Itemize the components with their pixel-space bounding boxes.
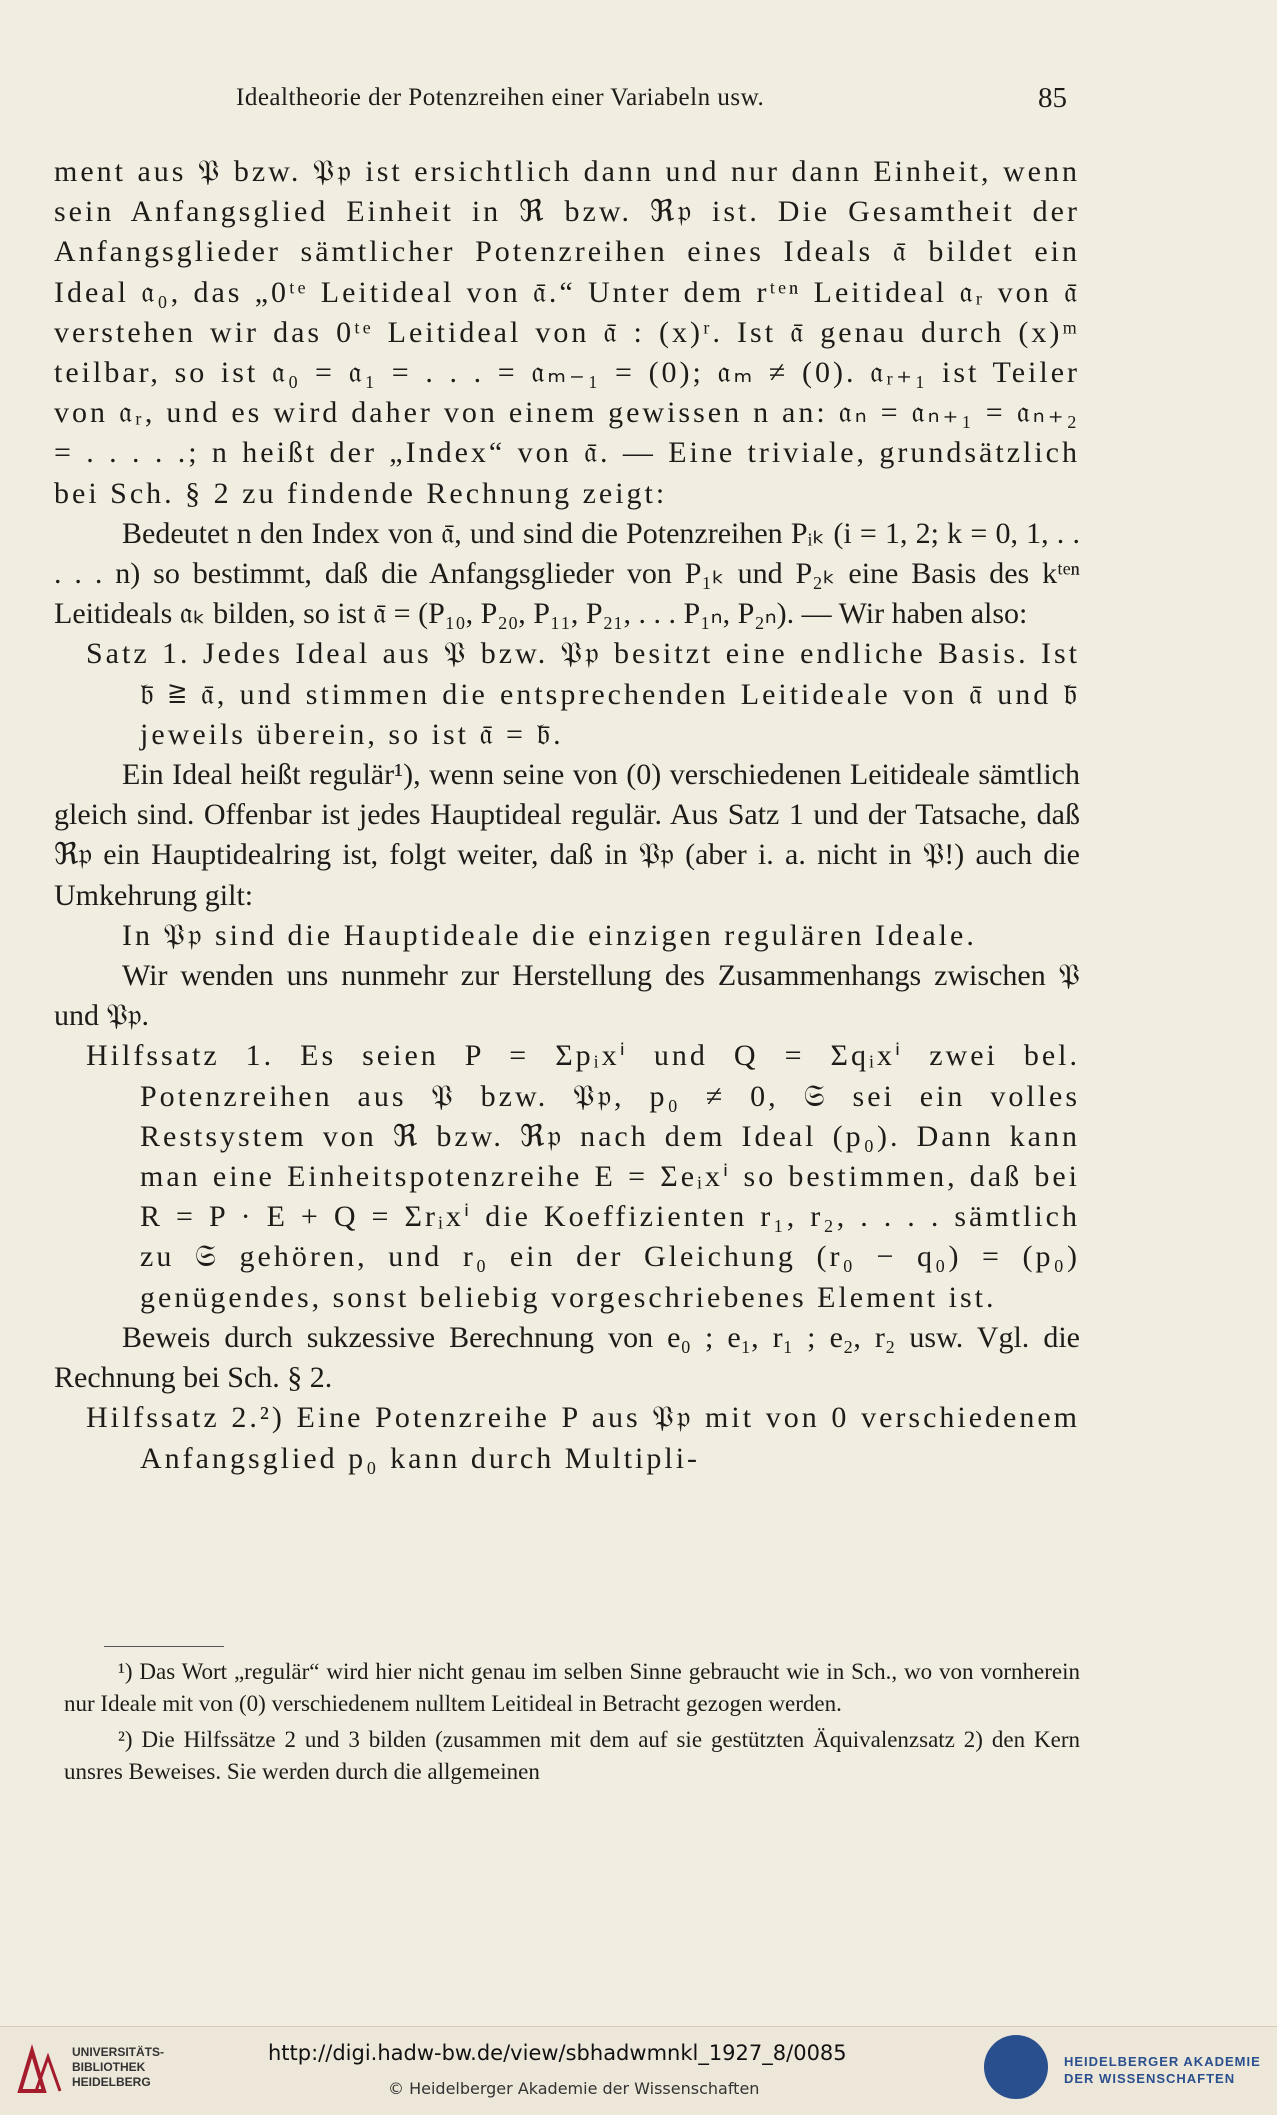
viewer-footer xyxy=(0,2026,1277,2115)
paragraph: Wir wenden uns nunmehr zur Herstellung des Zusammenhangs zwischen 𝔓 und 𝔓𝔭. xyxy=(54,959,1080,1033)
library-logo-icon xyxy=(14,2043,66,2099)
paragraph: Ein Ideal heißt regulär¹), wenn seine von (0) verschiedenen Leitideale sämtlich gleich sind. Offenbar ist jedes Hauptideal regulär. Aus Satz 1 und der Tatsache, daß ℜ𝔭 ein Hauptidealring ist, folgt weiter, daß in 𝔓𝔭 (aber i. a. nicht in 𝔓!) auch die Umkehrung gilt: xyxy=(54,758,1080,912)
emphasized-statement: In 𝔓𝔭 sind die Hauptideale die einzigen regulären Ideale. xyxy=(122,918,977,952)
running-head: Idealtheorie der Potenzreihen einer Variabeln usw. xyxy=(236,84,765,111)
lemma-hilfssatz-2: Hilfssatz 2.²) Eine Potenzreihe P aus 𝔓𝔭 mit von 0 verschiedenem Anfangsglied p₀ kann durch Multipli- xyxy=(86,1401,1080,1475)
page-header xyxy=(0,84,1277,124)
body-text xyxy=(54,152,1080,1479)
footnote: ²) Die Hilfssätze 2 und 3 bilden (zusammen mit dem auf sie gestützten Äquivalenzsatz 2) den Kern unsres Beweises. Sie werden durch die allgemeinen xyxy=(64,1727,1080,1784)
theorem-satz-1: Satz 1. Jedes Ideal aus 𝔓 bzw. 𝔓𝔭 besitzt eine endliche Basis. Ist 𝔟̄ ≧ 𝔞̄, und stimmen die entsprechenden Leitideale von 𝔞̄ und 𝔟̄ jeweils überein, so ist 𝔞̄ = 𝔟̄. xyxy=(86,637,1080,751)
footnote-rule xyxy=(104,1646,224,1647)
copyright-notice: © Heidelberger Akademie der Wissenschaften xyxy=(388,2079,760,2098)
university-library-logo[interactable] xyxy=(14,2039,164,2103)
page-number: 85 xyxy=(1038,82,1067,114)
paragraph: ment aus 𝔓 bzw. 𝔓𝔭 ist ersichtlich dann und nur dann Einheit, wenn sein Anfangsglied Einheit in ℜ bzw. ℜ𝔭 ist. Die Gesamtheit der Anfangsglieder sämtlicher Potenzreihen eines Ideals 𝔞̄ bildet ein Ideal 𝔞₀, das „0ᵗᵉ Leitideal von 𝔞̄.“ Unter dem rᵗᵉⁿ Leitideal 𝔞ᵣ von 𝔞̄ verstehen wir das 0ᵗᵉ Leitideal von 𝔞̄ : (x)ʳ. Ist 𝔞̄ genau durch (x)ᵐ teilbar, so ist 𝔞₀ = 𝔞₁ = . . . = 𝔞ₘ₋₁ = (0); 𝔞ₘ ≠ (0). 𝔞ᵣ₊₁ ist Teiler von 𝔞ᵣ, und es wird daher von einem gewissen n an: 𝔞ₙ = 𝔞ₙ₊₁ = 𝔞ₙ₊₂ = . . . . .; n heißt der „Index“ von 𝔞̄. — Eine triviale, grundsätzlich bei Sch. § 2 zu findende Rechnung zeigt: xyxy=(54,155,1080,510)
proof: Beweis durch sukzessive Berechnung von e₀ ; e₁, r₁ ; e₂, r₂ usw. Vgl. die Rechnung bei Sch. § 2. xyxy=(54,1320,1080,1395)
footnotes xyxy=(64,1656,1080,1792)
academy-seal-icon xyxy=(984,2035,1048,2099)
footnote: ¹) Das Wort „regulär“ wird hier nicht genau im selben Sinne gebraucht wie in Sch., wo von vornherein nur Ideale mit von (0) verschiedenem nulltem Leitideal in Betracht gezogen werden. xyxy=(64,1659,1080,1716)
academy-logo[interactable] xyxy=(984,2035,1269,2107)
lemma-hilfssatz-1: Hilfssatz 1. Es seien P = Σpᵢxⁱ und Q = Σqᵢxⁱ zwei bel. Potenzreihen aus 𝔓 bzw. 𝔓𝔭, p₀ ≠ 0, 𝔖 sei ein volles Restsystem von ℜ bzw. ℜ𝔭 nach dem Ideal (p₀). Dann kann man eine Einheitspotenzreihe E = Σeᵢxⁱ so bestimmen, daß bei R = P · E + Q = Σrᵢxⁱ die Koeffizienten r₁, r₂, . . . . sämtlich zu 𝔖 gehören, und r₀ ein der Gleichung (r₀ − q₀) = (p₀) genügendes, sonst beliebig vorgeschriebenes Element ist. xyxy=(86,1039,1080,1314)
paragraph: Bedeutet n den Index von 𝔞̄, und sind die Potenzreihen Pᵢₖ (i = 1, 2; k = 0, 1, . . . . . n) so bestimmt, daß die Anfangsglieder von P₁ₖ und P₂ₖ eine Basis des kᵗᵉⁿ Leitideals 𝔞ₖ bilden, so ist 𝔞̄ = (P₁₀, P₂₀, P₁₁, P₂₁, . . . P₁ₙ, P₂ₙ). — Wir haben also: xyxy=(54,516,1080,631)
library-logo-text: UNIVERSITÄTS- BIBLIOTHEK HEIDELBERG xyxy=(72,2045,165,2089)
permalink-url[interactable]: http://digi.hadw-bw.de/view/sbhadwmnkl_1927_8/0085 xyxy=(268,2041,847,2065)
academy-logo-text: HEIDELBERGER AKADEMIE DER WISSENSCHAFTEN xyxy=(1064,2054,1261,2086)
